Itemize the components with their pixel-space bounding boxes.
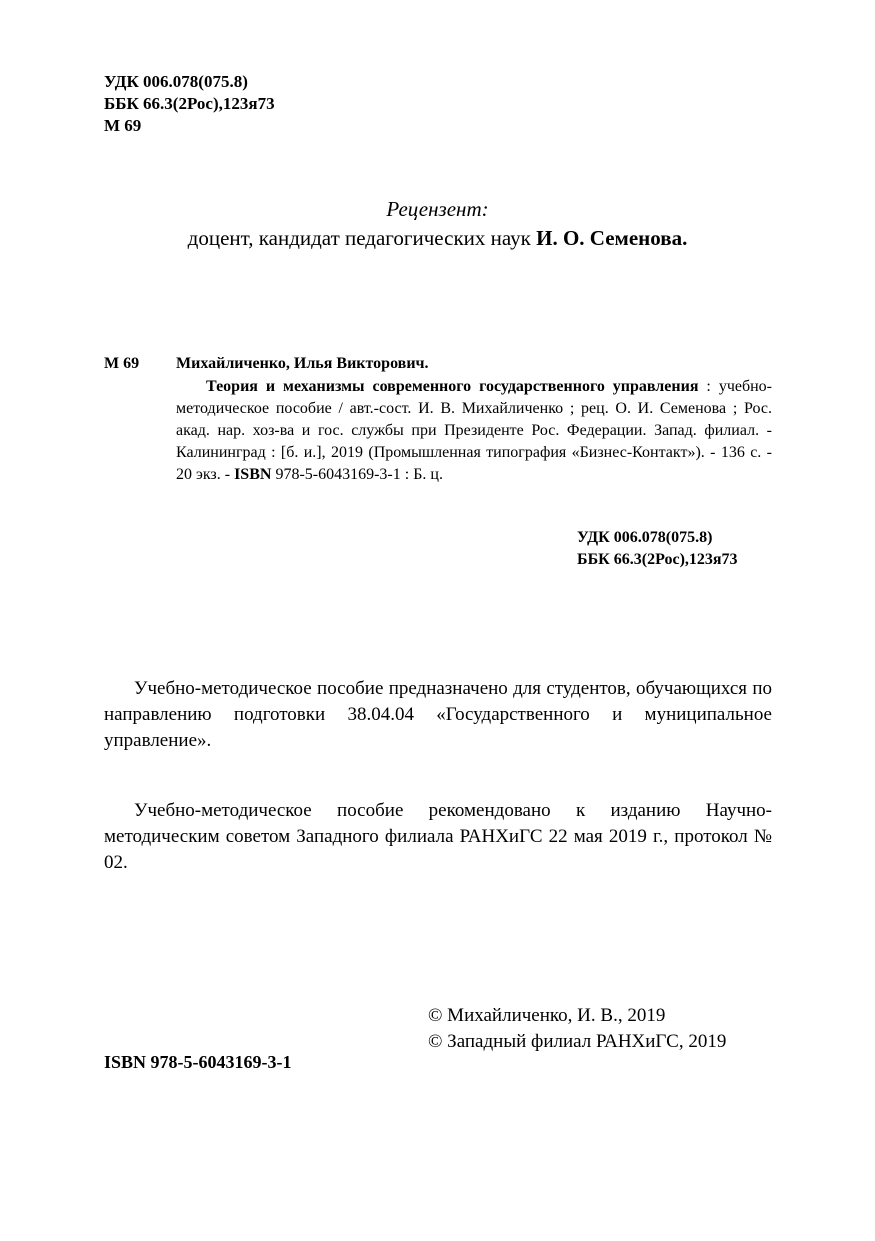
udk-code: УДК 006.078(075.8) (104, 72, 248, 91)
reviewer-name: И. О. Семенова. (536, 226, 688, 250)
annotation-paragraph-purpose: Учебно-методическое пособие предназначено для студентов, обучающихся по направлению подготовки 38.04.04 «Государственного и муниципальное управление». (104, 678, 772, 751)
reviewer-line (0, 226, 875, 251)
catalog-card-isbn-label: ISBN (234, 466, 272, 483)
annotation-paragraph-recommendation: Учебно-методическое пособие рекомендовано к изданию Научно-методическим советом Западного филиала РАНХиГС 22 мая 2019 г., протокол № 02. (104, 800, 772, 873)
catalog-card-codes (577, 527, 738, 571)
copyright-institution: © Западный филиал РАНХиГС, 2019 (428, 1031, 727, 1052)
reviewer-description: доцент, кандидат педагогических наук (187, 226, 537, 250)
copyright-author: © Михайличенко, И. В., 2019 (428, 1005, 666, 1026)
catalog-card-bbk: ББК 66.3(2Рос),123я73 (577, 551, 738, 568)
header-classification-codes (104, 71, 275, 137)
reviewer-heading: Рецензент: (386, 197, 489, 221)
catalog-card-details: : учебно-методическое пособие / авт.-сост. И. В. Михайличенко ; рец. О. И. Семенова ; Рос. акад. нар. хоз-ва и гос. службы при Президенте Рос. Федерации. Запад. филиал. - Калининград : [б. и.], 2019 (Промышленная типография «Бизнес-Контакт»). - 136 с. - 20 экз. - (176, 378, 772, 483)
catalog-card-isbn-details: 978-5-6043169-3-1 : Б. ц. (271, 466, 443, 483)
catalog-card-title: Теория и механизмы современного государственного управления (206, 378, 699, 395)
catalog-card-description (176, 376, 772, 486)
author-mark: М 69 (104, 116, 142, 135)
bbk-code: ББК 66.3(2Рос),123я73 (104, 94, 275, 113)
copyright-block (428, 1003, 726, 1055)
catalog-card-code: М 69 (104, 355, 140, 372)
catalog-card-udk: УДК 006.078(075.8) (577, 529, 713, 546)
isbn-number: ISBN 978-5-6043169-3-1 (104, 1052, 292, 1072)
catalog-card-author: Михайличенко, Илья Викторович. (176, 355, 429, 372)
